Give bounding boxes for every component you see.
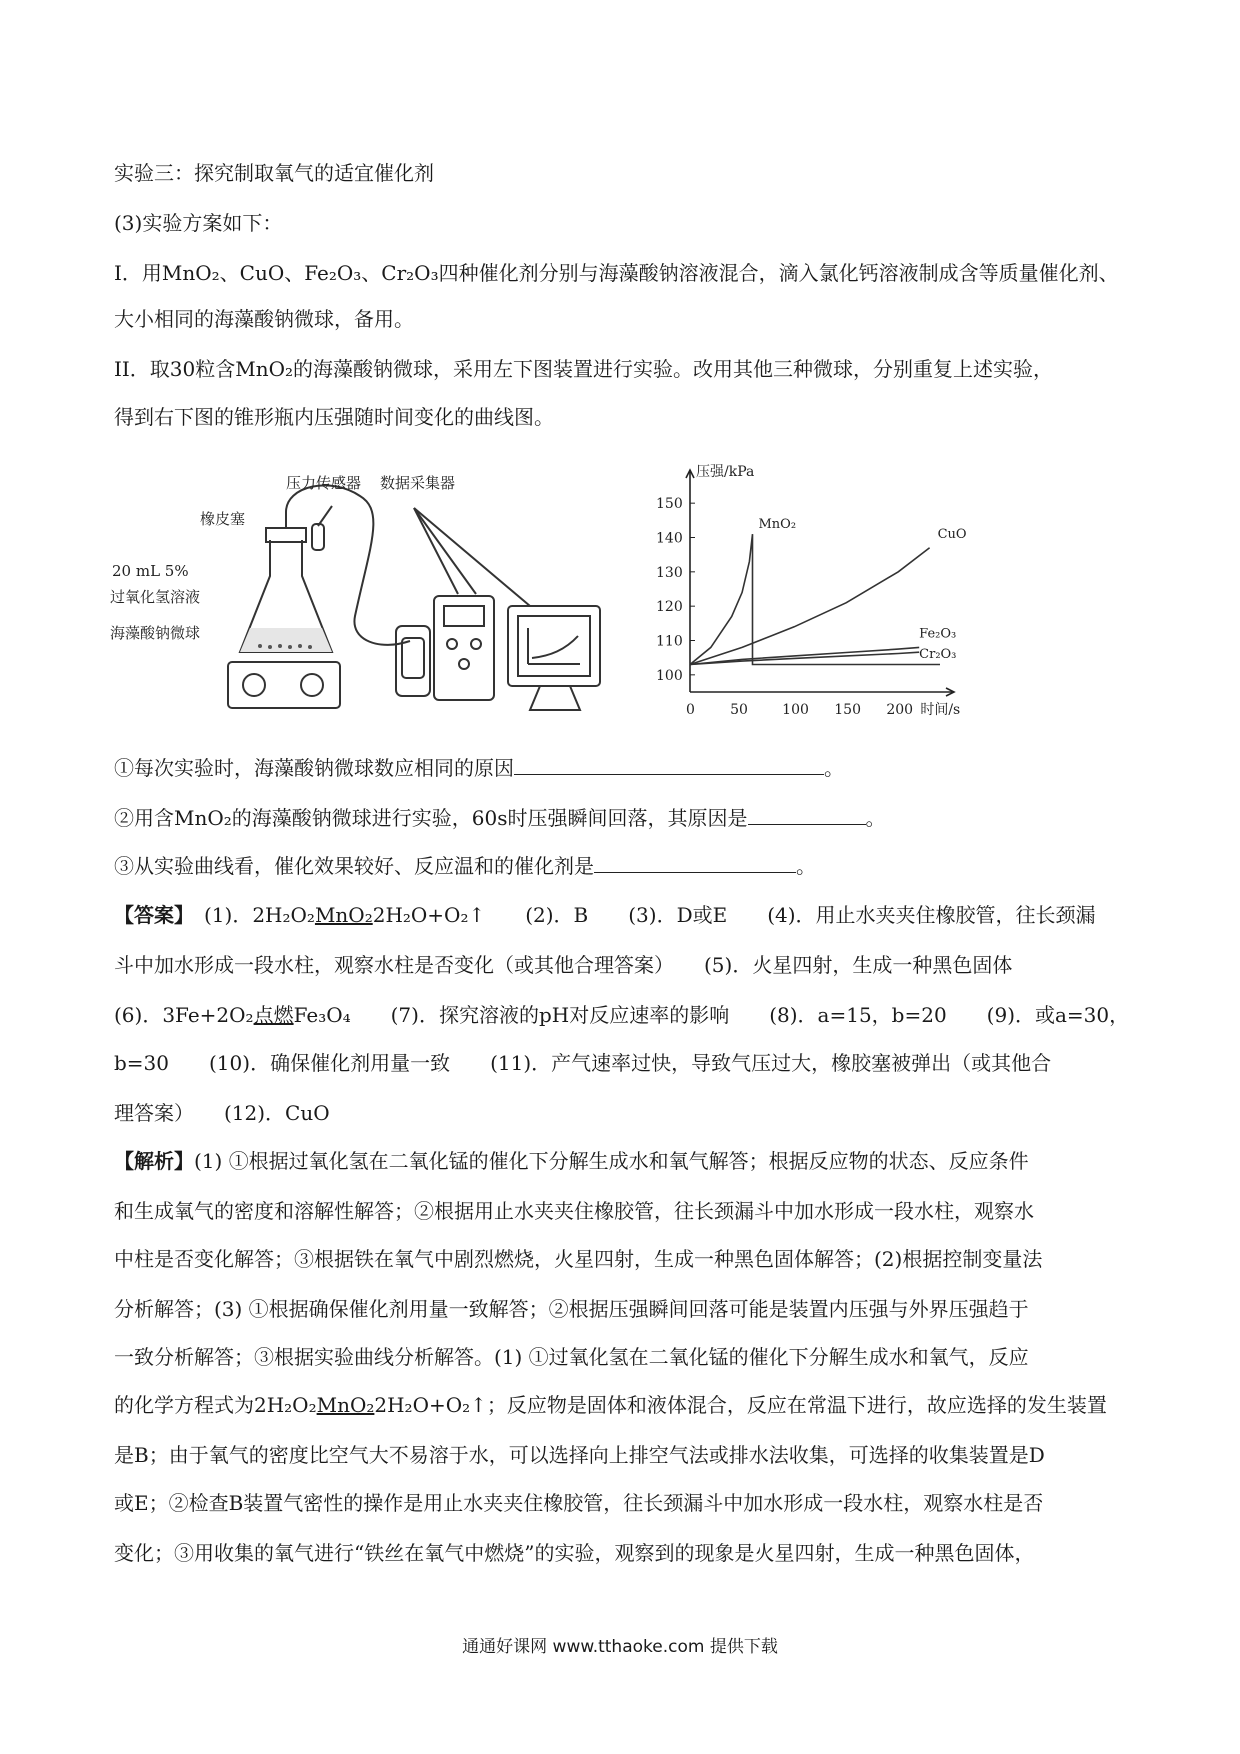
step1-line2: 大小相同的海藻酸钠微球，备用。 <box>114 307 414 331</box>
series-line-1 <box>690 534 940 664</box>
answer-eq2-condition: 点燃 <box>253 1003 294 1027</box>
step1-line1: I．用MnO₂、CuO、Fe₂O₃、Cr₂O₃四种催化剂分别与海藻酸钠溶液混合，滴入氯化钙溶液制成含等质量催化剂、 <box>114 261 1119 285</box>
question-2-text: ②用含MnO₂的海藻酸钠微球进行实验，60s时压强瞬间回落，其原因是 <box>114 806 748 830</box>
y-tick-label: 120 <box>656 599 683 616</box>
plan-intro: (3)实验方案如下： <box>114 211 283 235</box>
section-heading: 实验三：探究制取氧气的适宜催化剂 <box>114 161 434 185</box>
analysis-eq-left: 的化学方程式为2H₂O₂ <box>114 1393 317 1417</box>
step2-line1: II．取30粒含MnO₂的海藻酸钠微球，采用左下图装置进行实验。改用其他三种微球，分别重复上述实验， <box>114 357 1054 381</box>
sensor-probe <box>312 524 324 550</box>
y-tick-label: 100 <box>656 667 683 684</box>
series-label-4: Cr₂O₃ <box>919 647 957 663</box>
x-tick-label: 200 <box>886 702 914 718</box>
x-tick-label: 0 <box>686 702 695 718</box>
series-line-2 <box>690 548 930 665</box>
series-label-2: CuO <box>937 526 967 542</box>
analysis-line-1 <box>114 1148 1029 1174</box>
answer-line-5: 理答案） (12)．CuO <box>114 1101 330 1125</box>
answer-line-2: 斗中加水形成一段水柱，观察水柱是否变化（或其他合理答案） (5)．火星四射，生成一种黑色固体 <box>114 953 1013 977</box>
question-1 <box>114 754 844 781</box>
sensor-label: 压力传感器 <box>286 474 362 492</box>
apparatus-diagram <box>110 466 610 726</box>
beads-label: 海藻酸钠微球 <box>110 624 201 642</box>
analysis-label: 【解析】 <box>114 1149 194 1173</box>
period: 。 <box>796 854 816 878</box>
stirrer-knob-right <box>301 674 323 696</box>
solution-name-label: 过氧化氢溶液 <box>110 588 201 606</box>
answer-eq1-left: (1)．2H₂O₂ <box>204 903 315 927</box>
answer-line-3 <box>114 1002 1129 1028</box>
series-label-1: MnO₂ <box>758 517 797 533</box>
stirrer-knob-left <box>243 674 265 696</box>
collector-label: 数据采集器 <box>380 474 456 492</box>
answer-line-1 <box>114 902 1096 928</box>
answer-eq1-right: 2H₂O+O₂↑ (2)．B (3)．D或E (4)．用止水夹夹住橡胶管，往长颈漏 <box>372 903 1096 927</box>
analysis-eq-right: 2H₂O+O₂↑；反应物是固体和液体混合，反应在常温下进行，故应选择的发生装置 <box>374 1393 1107 1417</box>
analysis-line-7: 是B；由于氧气的密度比空气大不易溶于水，可以选择向上排空气法或排水法收集，可选择的收集装置是D <box>114 1443 1045 1467</box>
x-tick-label: 150 <box>834 702 861 718</box>
question-2 <box>114 804 886 831</box>
question-1-text: ①每次实验时，海藻酸钠微球数应相同的原因 <box>114 756 514 780</box>
answer-label: 【答案】 <box>114 903 184 927</box>
x-tick-label: 50 <box>730 702 748 718</box>
analysis-line-9: 变化；③用收集的氧气进行“铁丝在氧气中燃烧”的实验，观察到的现象是火星四射，生成一种黑色固体， <box>114 1541 1035 1565</box>
y-tick-label: 130 <box>656 564 683 581</box>
analysis-line-6 <box>114 1392 1107 1418</box>
answer-blank-2[interactable] <box>748 804 866 825</box>
answer-blank-1[interactable] <box>514 754 824 775</box>
rubber-stopper <box>266 528 306 542</box>
question-3-text: ③从实验曲线看，催化效果较好、反应温和的催化剂是 <box>114 854 594 878</box>
analysis-line-8: 或E；②检查B装置气密性的操作是用止水夹夹住橡胶管，往长颈漏斗中加水形成一段水柱，观察水柱是否 <box>114 1491 1044 1515</box>
solution-volume-label: 20 mL 5% <box>112 562 189 580</box>
y-tick-label: 150 <box>656 496 683 513</box>
answer-eq1-catalyst: MnO₂ <box>314 903 373 927</box>
analysis-line-4: 分析解答；(3) ①根据确保催化剂用量一致解答；②根据压强瞬间回落可能是装置内压强与外界压强趋于 <box>114 1297 1029 1321</box>
analysis-eq-catalyst: MnO₂ <box>316 1393 375 1417</box>
y-tick-label: 140 <box>656 530 683 547</box>
series-label-3: Fe₂O₃ <box>919 626 957 642</box>
page-footer: 通通好课网 www.tthaoke.com 提供下载 <box>462 1637 778 1657</box>
analysis-text-1: (1) ①根据过氧化氢在二氧化锰的催化下分解生成水和氧气解答；根据反应物的状态、反应条件 <box>194 1149 1029 1173</box>
stopper-label: 橡皮塞 <box>200 510 246 528</box>
answer-blank-3[interactable] <box>594 852 796 873</box>
answer-line-4: b=30 (10)．确保催化剂用量一致 (11)．产气速率过快，导致气压过大，橡胶塞被弹出（或其他合 <box>114 1051 1052 1075</box>
rubber-tube <box>286 485 410 644</box>
x-tick-label: 100 <box>782 702 809 718</box>
y-tick-label: 110 <box>656 633 683 650</box>
period: 。 <box>865 806 886 830</box>
answer-eq2-right: Fe₃O₄ (7)．探究溶液的pH对反应速率的影响 (8)．a=15，b=20 (9)．或a=30， <box>293 1003 1130 1027</box>
period: 。 <box>824 756 844 780</box>
question-3 <box>114 852 816 879</box>
x-axis-label: 时间/s <box>920 702 961 718</box>
step2-line2: 得到右下图的锥形瓶内压强随时间变化的曲线图。 <box>114 405 554 429</box>
computer-monitor <box>508 606 600 686</box>
pressure-time-chart <box>640 456 970 726</box>
y-axis-label: 压强/kPa <box>696 464 755 480</box>
answer-eq2-left: (6)．3Fe+2O₂ <box>114 1003 254 1027</box>
analysis-line-2: 和生成氧气的密度和溶解性解答；②根据用止水夹夹住橡胶管，往长颈漏斗中加水形成一段水柱，观察水 <box>114 1199 1034 1223</box>
analysis-line-5: 一致分析解答；③根据实验曲线分析解答。(1) ①过氧化氢在二氧化锰的催化下分解生成水和氧气，反应 <box>114 1345 1029 1369</box>
analysis-line-3: 中柱是否变化解答；③根据铁在氧气中剧烈燃烧，火星四射，生成一种黑色固体解答；(2)根据控制变量法 <box>114 1247 1043 1271</box>
